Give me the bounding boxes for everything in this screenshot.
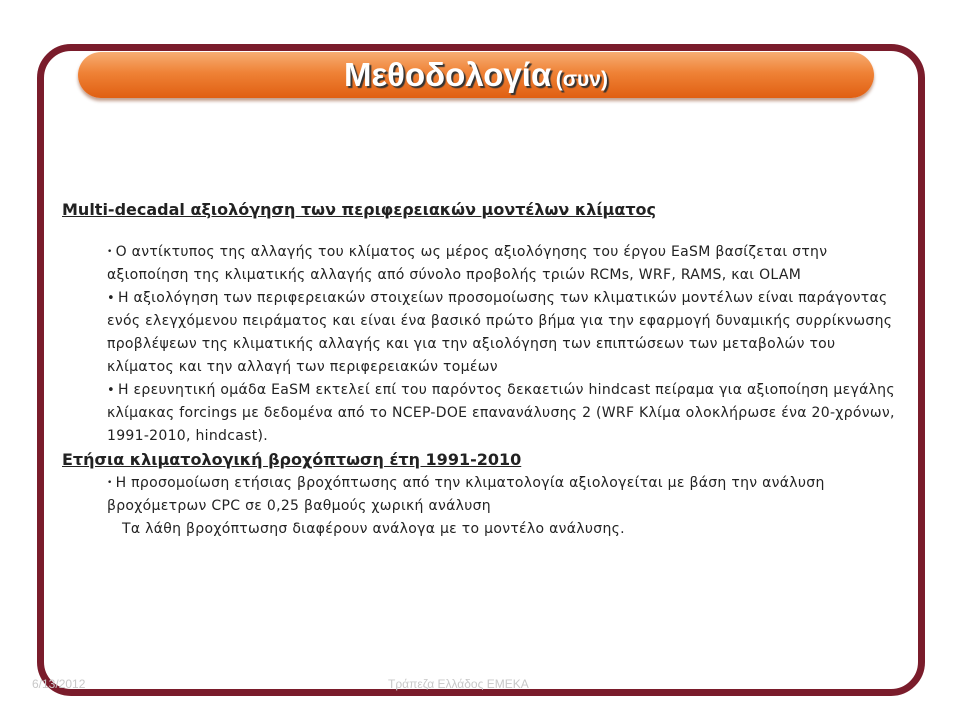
paragraph-rcm-evaluation-text: Η αξιολόγηση των περιφερειακών στοιχείων προσομοίωσης των κλιματικών μοντέλων είναι παράγοντας ενός ελεγχόμενου πειράματος και είναι ένα βασικό πρώτο βήμα για την εφαρμογή δυναμικής συρρίκνωσης προβλέψεων της κλιματικής αλλαγής και για την αξιολόγηση των επιπτώσεων των μεταβολών του κλίματος και την αλλαγή των περιφερειακών τομέων [107,290,893,375]
paragraph-rcm-evaluation [107,287,902,379]
footer-organization: Τράπεζα Ελλάδος ΕΜΕΚΑ [388,677,529,691]
paragraph-precip-errors: Τα λάθη βροχόπτωσησ διαφέρουν ανάλογα με το μοντέλο ανάλυσης. [122,521,625,537]
bullet-marker: • [107,383,115,398]
bullet-marker: • [107,478,113,488]
title-main: Μεθοδολογία [344,56,552,93]
slide-content [62,198,902,541]
title-banner [78,52,874,98]
paragraph-easm-impact [107,241,902,287]
bullet-marker: • [107,247,113,257]
section-heading-multi-decadal: Multi-decadal αξιολόγηση των περιφερειακών μοντέλων κλίματος [62,200,657,219]
slide-title [344,56,608,93]
section-heading-precipitation: Ετήσια κλιματολογική βροχόπτωση έτη 1991-2010 [62,450,522,469]
paragraph-hindcast-text: Η ερευνητική ομάδα EaSM εκτελεί επί του παρόντος δεκαετιών hindcast πείραμα για αξιοποίηση μεγάλης κλίμακας forcings με δεδομένα από το NCEP-DOE επανανάλυσης 2 (WRF Κλίμα ολοκλήρωσε ένα 20-χρόνων, 1991-2010, hindcast). [107,382,895,444]
footer-date: 6/13/2012 [32,677,86,691]
paragraph-hindcast [107,379,902,448]
paragraph-easm-impact-text: Ο αντίκτυπος της αλλαγής του κλίματος ως μέρος αξιολόγησης του έργου EaSM βασίζεται στην αξιοποίηση της κλιματικής αλλαγής από σύνολο προβολής τριών RCMs, WRF, RAMS, και OLAM [107,244,828,283]
title-sub: (συν) [555,68,608,91]
bullet-marker: • [107,291,115,306]
paragraph-precip-simulation [107,472,902,518]
paragraph-precip-simulation-text: Η προσομοίωση ετήσιας βροχόπτωσης από την κλιματολογία αξιολογείται με βάση την ανάλυση βροχόμετρων CPC σε 0,25 βαθμούς χωρική ανάλυση [107,475,825,514]
